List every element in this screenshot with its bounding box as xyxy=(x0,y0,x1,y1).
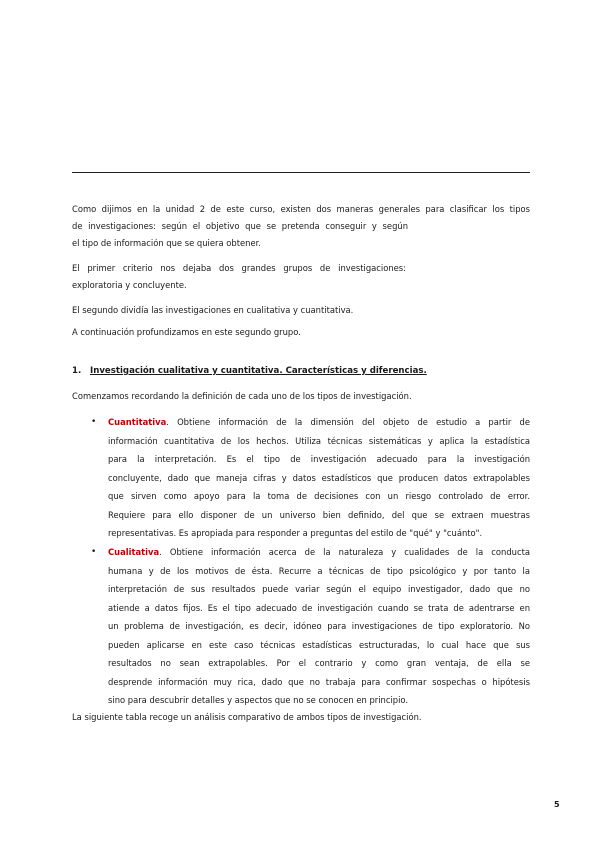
bullet-line: Cualitativa. Obtiene información acerca de la naturaleza y cualidades de la conducta xyxy=(108,547,530,557)
bullet-cuantitativa xyxy=(91,413,530,543)
section-title: Investigación cualitativa y cuantitativa. Características y diferencias. xyxy=(90,366,427,376)
bullet-line: resultados no sean extrapolables. Por el contrario y como gran ventaja, de ella se xyxy=(108,658,530,668)
bullet-line: humana y de los motivos de ésta. Recurre a técnicas de tipo psicológico y por tanto la xyxy=(108,565,530,576)
term-cuantitativa: Cuantitativa xyxy=(108,417,167,427)
criterio1-line-1: El primer criterio nos dejaba dos grandes grupos de investigaciones: xyxy=(72,263,406,273)
bullet-line: interpretación de sus resultados puede variar según el equipo investigador, dado que no xyxy=(108,584,530,594)
bullet-dot-icon: • xyxy=(91,547,97,557)
criterio2-paragraph: El segundo dividía las investigaciones en cualitativa y cuantitativa. xyxy=(72,305,354,315)
bullet-line: Cuantitativa. Obtiene información de la dimensión del objeto de estudio a partir de xyxy=(108,417,530,427)
intro-line-1: Como dijimos en la unidad 2 de este curso, existen dos maneras generales para clasificar los tipos xyxy=(72,204,530,214)
bullet-line: que sirven como apoyo para la toma de decisiones con un riesgo controlado de error. xyxy=(108,491,530,501)
bullet-line: sino para descubrir detalles y aspectos que no se conocen en principio. xyxy=(108,695,409,705)
bullet-line: representativas. Es apropiada para responder a preguntas del estilo de "qué" y "cuánto". xyxy=(108,528,483,538)
bullet-line: pueden aplicarse en este caso técnicas estadísticas estructuradas, lo cual hace que sus xyxy=(108,639,530,650)
bullet-line: Requiere para ello disponer de un universo bien definido, del que se extraen muestras xyxy=(108,509,530,520)
continuacion-paragraph: A continuación profundizamos en este segundo grupo. xyxy=(72,327,301,337)
section-number: 1. xyxy=(72,366,82,376)
section-heading xyxy=(72,366,427,376)
criterio1-line-2: exploratoria y concluyente. xyxy=(72,280,187,290)
header-rule xyxy=(72,172,530,173)
bullet-dot-icon: • xyxy=(91,417,97,427)
bullet-line: atiende a datos fijos. Es el tipo adecuado de investigación cuando se trata de adentrarse en xyxy=(108,602,530,613)
page-number: 5 xyxy=(554,800,560,809)
term-cualitativa: Cualitativa xyxy=(108,547,160,557)
bullet-line: un problema de investigación, es decir, idóneo para investigaciones de tipo exploratorio. No xyxy=(108,621,530,631)
intro-line-3: el tipo de información que se quiera obtener. xyxy=(72,238,261,248)
bullet-cualitativa xyxy=(91,543,530,710)
section-intro: Comenzamos recordando la definición de cada uno de los tipos de investigación. xyxy=(72,391,412,401)
bullet-line: concluyente, dado que maneja cifras y datos estadísticos que producen datos extrapolables xyxy=(108,472,530,483)
intro-line-2: de investigaciones: según el objetivo que se pretenda conseguir y según xyxy=(72,221,408,231)
bullet-line: desprende información muy rica, dado que no trabaja para confirmar sospechas o hipótesis xyxy=(108,676,530,687)
bullet-line: información cuantitativa de los hechos. Utiliza técnicas sistemáticas y aplica la estadística xyxy=(108,435,530,446)
tabla-intro: La siguiente tabla recoge un análisis comparativo de ambos tipos de investigación. xyxy=(72,712,422,722)
bullet-line: para la interpretación. Es el tipo de investigación adecuado para la investigación xyxy=(108,454,530,464)
